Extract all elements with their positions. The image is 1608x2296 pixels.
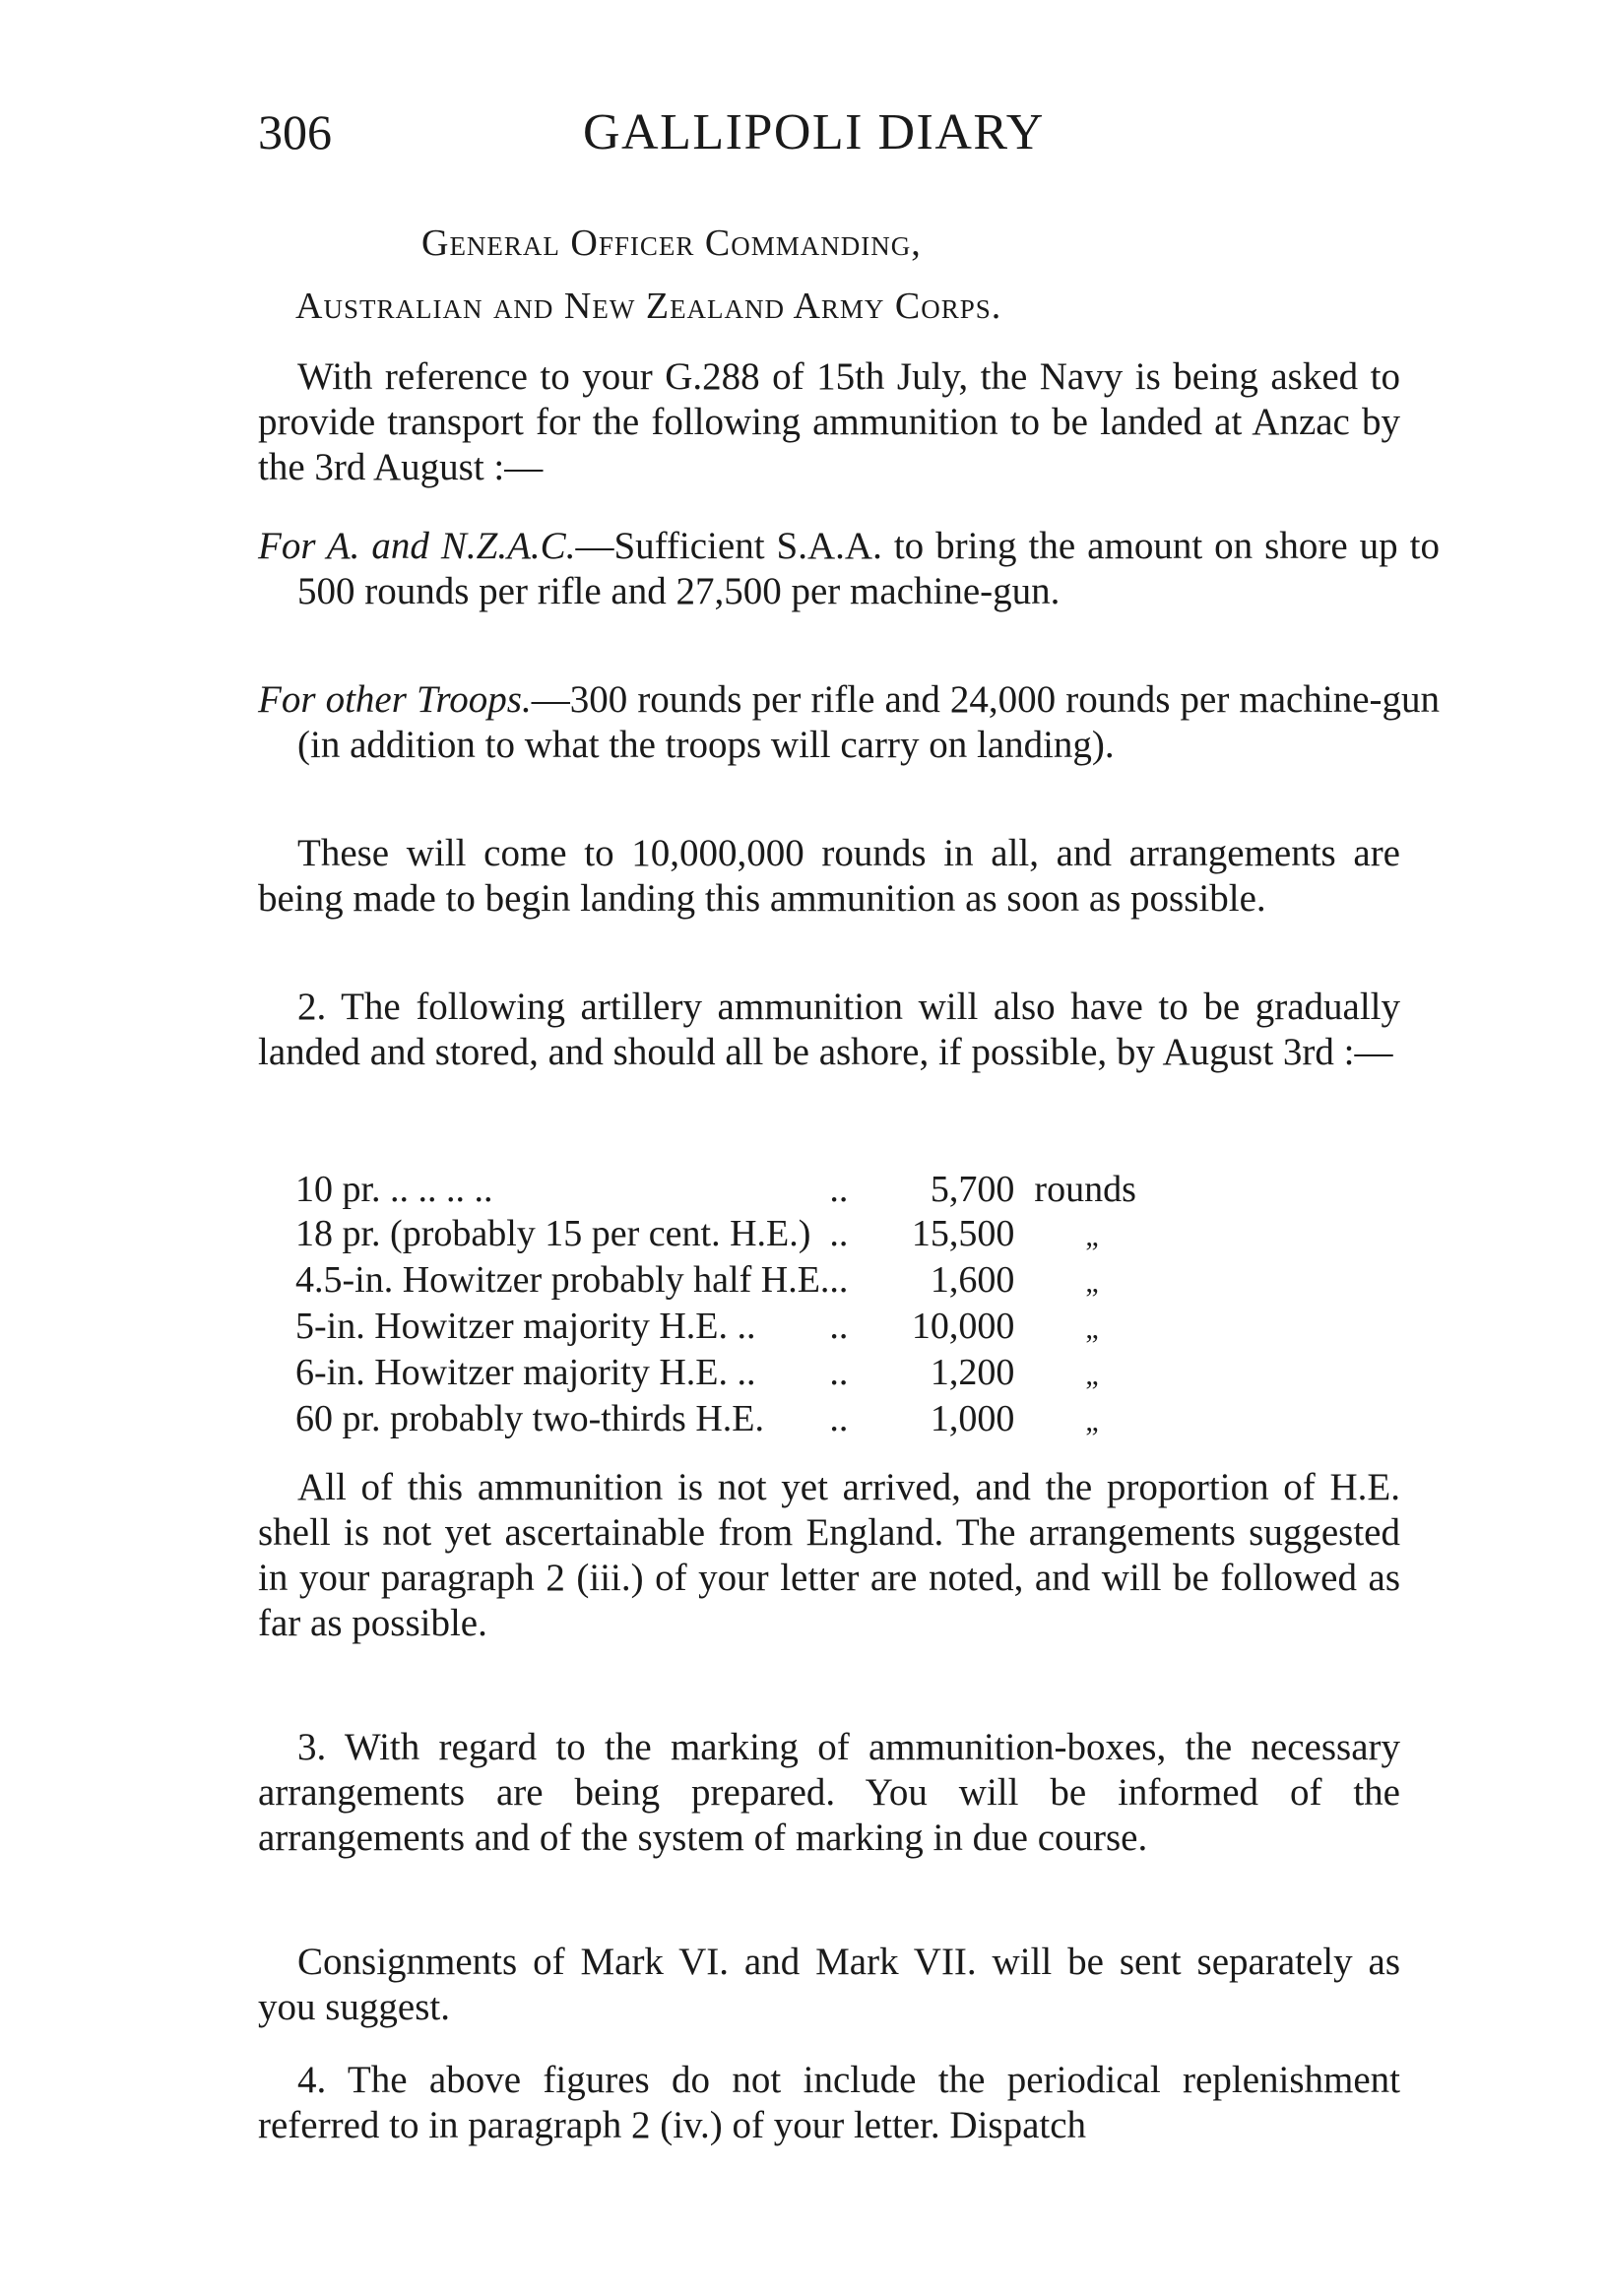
paragraph-not-arrived: All of this ammunition is not yet arrived, and the proportion of H.E. shell is not yet ascertainable from England. The arrangements suggested in your paragraph 2 (iii.) of your letter are noted, and will be followed as far as possible. (258, 1466, 1400, 1644)
ammo-quantity: 1,200 (930, 1352, 1015, 1393)
ammo-description: 4.5-in. Howitzer probably half H.E. (295, 1259, 830, 1301)
table-row (295, 1258, 1191, 1305)
leader-dots: .. (829, 1169, 849, 1210)
table-row (295, 1168, 1191, 1212)
item-anzac (258, 524, 1440, 614)
address-line-2: Australian and New Zealand Army Corps. (295, 286, 1002, 327)
paragraph-total: These will come to 10,000,000 rounds in all, and arrangements are being made to begin landing this ammunition as soon as possible. (258, 832, 1400, 920)
ditto-mark: „ (1085, 1220, 1099, 1252)
leader-dots: .. (829, 1259, 849, 1301)
item-other-text: —300 rounds per rifle and 24,000 rounds per machine-gun (in addition to what the troops will carry on landing). (297, 678, 1440, 766)
ammo-description: 6-in. Howitzer majority H.E. .. (295, 1352, 756, 1393)
ammo-description: 60 pr. probably two-thirds H.E. (295, 1398, 765, 1439)
ammo-quantity: 10,000 (911, 1306, 1015, 1347)
leader-dots: .. (829, 1398, 849, 1439)
paragraph-3: 3. With regard to the marking of ammunition-boxes, the necessary arrangements are being prepared. You will be informed of the arrangements and of the system of marking in due course. (258, 1726, 1400, 1859)
ammo-unit: rounds (1034, 1169, 1136, 1210)
running-title: GALLIPOLI DIARY (583, 104, 1045, 160)
leader-dots: .. (829, 1306, 849, 1347)
address-line-1: General Officer Commanding, (421, 223, 922, 264)
ditto-mark: „ (1085, 1405, 1099, 1437)
table-row (295, 1397, 1191, 1443)
paragraph-reference: With reference to your G.288 of 15th July, the Navy is being asked to provide transport for the following ammunition to be landed at Anzac by the 3rd August :— (258, 355, 1400, 488)
table-row (295, 1305, 1191, 1351)
ammo-quantity: 1,000 (930, 1398, 1015, 1439)
table-row (295, 1351, 1191, 1397)
item-other-troops (258, 677, 1440, 768)
leader-dots: .. (829, 1213, 849, 1254)
ditto-mark: „ (1085, 1312, 1099, 1345)
leader-dots: .. (829, 1352, 849, 1393)
ammo-description: 5-in. Howitzer majority H.E. .. (295, 1306, 756, 1347)
item-anzac-lead: For A. and N.Z.A.C. (258, 525, 576, 567)
item-other-lead: For other Troops. (258, 678, 532, 721)
ammo-quantity: 15,500 (911, 1213, 1015, 1254)
artillery-ammunition-table (295, 1168, 1191, 1443)
paragraph-consignments: Consignments of Mark VI. and Mark VII. will be sent separately as you suggest. (258, 1941, 1400, 2028)
ammo-description: 18 pr. (probably 15 per cent. H.E.) (295, 1213, 811, 1254)
page-number: 306 (258, 104, 332, 159)
item-anzac-text: —Sufficient S.A.A. to bring the amount on shore up to 500 rounds per rifle and 27,500 per machine-gun. (297, 525, 1441, 612)
ammo-description: 10 pr. .. .. .. .. (295, 1169, 493, 1210)
ditto-mark: „ (1085, 1359, 1099, 1391)
ditto-mark: „ (1085, 1266, 1099, 1299)
ammo-quantity: 5,700 (930, 1169, 1015, 1210)
ammo-quantity: 1,600 (930, 1259, 1015, 1301)
paragraph-4: 4. The above figures do not include the periodical replenishment referred to in paragraph 2 (iv.) of your letter. Dispatch (258, 2059, 1400, 2146)
paragraph-2: 2. The following artillery ammunition will also have to be gradually landed and stored, and should all be ashore, if possible, by August 3rd :— (258, 986, 1400, 1073)
page-header (258, 103, 1400, 162)
table-row (295, 1212, 1191, 1258)
